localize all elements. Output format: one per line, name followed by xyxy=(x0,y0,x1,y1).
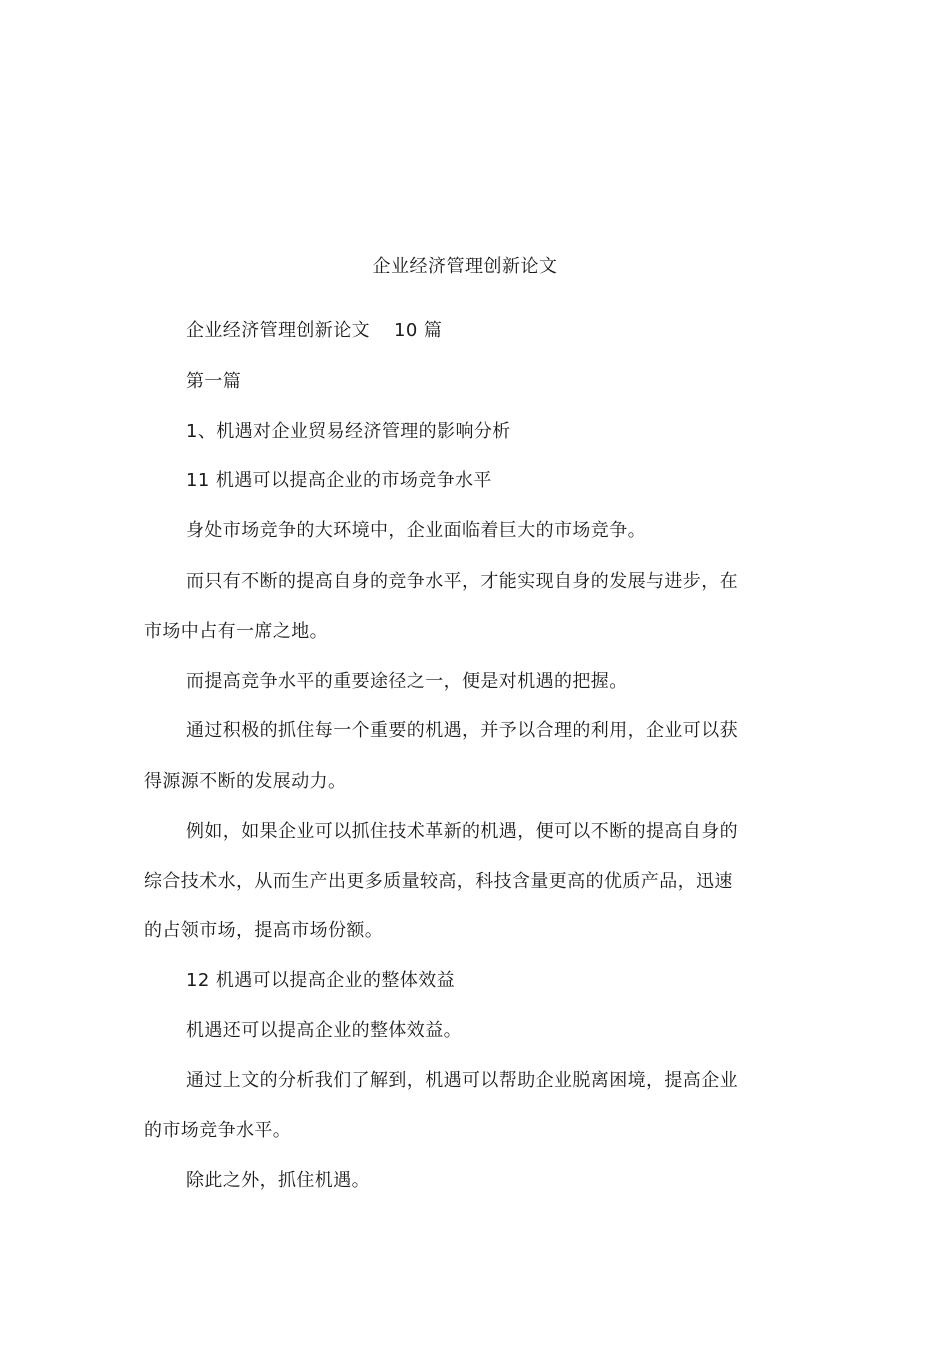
paragraph-6: 机遇还可以提高企业的整体效益。 xyxy=(186,1020,462,1041)
paragraph-7-line-1: 通过上文的分析我们了解到，机遇可以帮助企业脱离困境，提高企业 xyxy=(186,1070,738,1091)
paragraph-4-line-1: 通过积极的抓住每一个重要的机遇，并予以合理的利用，企业可以获 xyxy=(186,720,738,741)
paragraph-1: 身处市场竞争的大环境中，企业面临着巨大的市场竞争。 xyxy=(186,520,646,541)
subtitle-text: 企业经济管理创新论文 xyxy=(186,320,370,341)
paragraph-8: 除此之外，抓住机遇。 xyxy=(186,1170,370,1191)
paragraph-2-line-2: 市场中占有一席之地。 xyxy=(144,621,328,642)
section-heading-1-1: 11 机遇可以提高企业的市场竞争水平 xyxy=(186,470,492,491)
document-title: 企业经济管理创新论文 xyxy=(372,256,558,277)
subtitle-count: 10 篇 xyxy=(394,320,443,341)
paragraph-5-line-2: 综合技术水，从而生产出更多质量较高，科技含量更高的优质产品，迅速 xyxy=(144,871,733,892)
paragraph-3: 而提高竞争水平的重要途径之一，便是对机遇的把握。 xyxy=(186,671,628,692)
part-label: 第一篇 xyxy=(186,371,242,392)
section-heading-1: 1、机遇对企业贸易经济管理的影响分析 xyxy=(186,421,511,442)
paragraph-5-line-1: 例如，如果企业可以抓住技术革新的机遇，便可以不断的提高自身的 xyxy=(186,821,738,842)
document-subtitle xyxy=(186,318,442,344)
paragraph-4-line-2: 得源源不断的发展动力。 xyxy=(144,771,347,792)
section-heading-1-2: 12 机遇可以提高企业的整体效益 xyxy=(186,970,456,991)
paragraph-7-line-2: 的市场竞争水平。 xyxy=(144,1120,292,1141)
paragraph-2-line-1: 而只有不断的提高自身的竞争水平，才能实现自身的发展与进步，在 xyxy=(186,571,738,592)
paragraph-5-line-3: 的占领市场，提高市场份额。 xyxy=(144,920,384,941)
